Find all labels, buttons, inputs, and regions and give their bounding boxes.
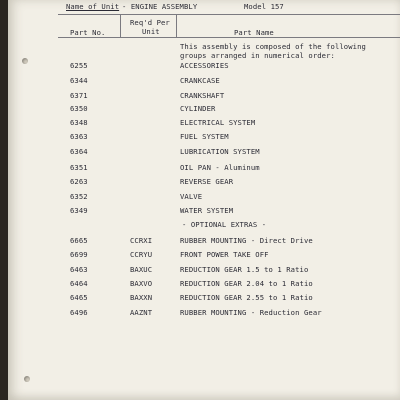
reqd-per-unit: CCRYU: [130, 250, 153, 259]
part-name: REDUCTION GEAR 2.55 to 1 Ratio: [180, 293, 313, 302]
binder-hole-top: [22, 58, 28, 64]
part-number: 6665: [70, 236, 88, 245]
column-divider-1: [120, 14, 121, 38]
part-name: REVERSE GEAR: [180, 177, 234, 186]
reqd-per-unit: AAZNT: [130, 308, 153, 317]
part-number: 6352: [70, 192, 88, 201]
part-number: 6496: [70, 308, 88, 317]
part-name: RUBBER MOUNTING - Direct Drive: [180, 236, 313, 245]
part-number: 6350: [70, 104, 88, 113]
unit-name-label: Name of Unit: [66, 2, 120, 11]
part-name: REDUCTION GEAR 1.5 to 1 Ratio: [180, 265, 309, 274]
part-name: FRONT POWER TAKE OFF: [180, 250, 269, 259]
part-number: 6263: [70, 177, 88, 186]
reqd-per-unit: BAXXN: [130, 293, 153, 302]
unit-name-value: - ENGINE ASSEMBLY: [122, 2, 198, 11]
part-name: RUBBER MOUNTING - Reduction Gear: [180, 308, 322, 317]
section-heading: - OPTIONAL EXTRAS -: [182, 220, 267, 229]
part-name: WATER SYSTEM: [180, 206, 234, 215]
part-number: 6351: [70, 163, 88, 172]
document-page: [8, 0, 400, 400]
part-name: ACCESSORIES: [180, 61, 229, 70]
reqd-per-unit: BAXUC: [130, 265, 153, 274]
part-name: CYLINDER: [180, 104, 216, 113]
binder-hole-bottom: [24, 376, 30, 382]
part-name: LUBRICATION SYSTEM: [180, 147, 260, 156]
intro-line-2: groups arranged in numerical order:: [180, 51, 335, 60]
part-number: 6371: [70, 91, 88, 100]
part-name: FUEL SYSTEM: [180, 132, 229, 141]
column-divider-2: [176, 14, 177, 38]
part-name: OIL PAN - Aluminum: [180, 163, 260, 172]
part-number: 6255: [70, 61, 88, 70]
part-number: 6364: [70, 147, 88, 156]
part-number: 6465: [70, 293, 88, 302]
header-rule-top: [58, 14, 400, 15]
part-name: REDUCTION GEAR 2.04 to 1 Ratio: [180, 279, 313, 288]
part-number: 6363: [70, 132, 88, 141]
part-number: 6699: [70, 250, 88, 259]
model-number: Model 157: [244, 2, 284, 11]
part-number: 6348: [70, 118, 88, 127]
column-header-part-name: Part Name: [234, 28, 274, 37]
intro-line-1: This assembly is composed of the following: [180, 42, 366, 51]
reqd-per-unit: CCRXI: [130, 236, 153, 245]
part-number: 6463: [70, 265, 88, 274]
header-rule-bottom: [58, 37, 400, 38]
part-name: CRANKSHAFT: [180, 91, 225, 100]
reqd-per-unit: BAXVO: [130, 279, 153, 288]
part-name: CRANKCASE: [180, 76, 220, 85]
column-header-part-no: Part No.: [70, 28, 106, 37]
column-header-reqd-per: Req'd Per: [130, 18, 170, 27]
part-name: ELECTRICAL SYSTEM: [180, 118, 256, 127]
part-number: 6349: [70, 206, 88, 215]
column-header-unit: Unit: [142, 27, 160, 36]
part-name: VALVE: [180, 192, 203, 201]
part-number: 6464: [70, 279, 88, 288]
part-number: 6344: [70, 76, 88, 85]
